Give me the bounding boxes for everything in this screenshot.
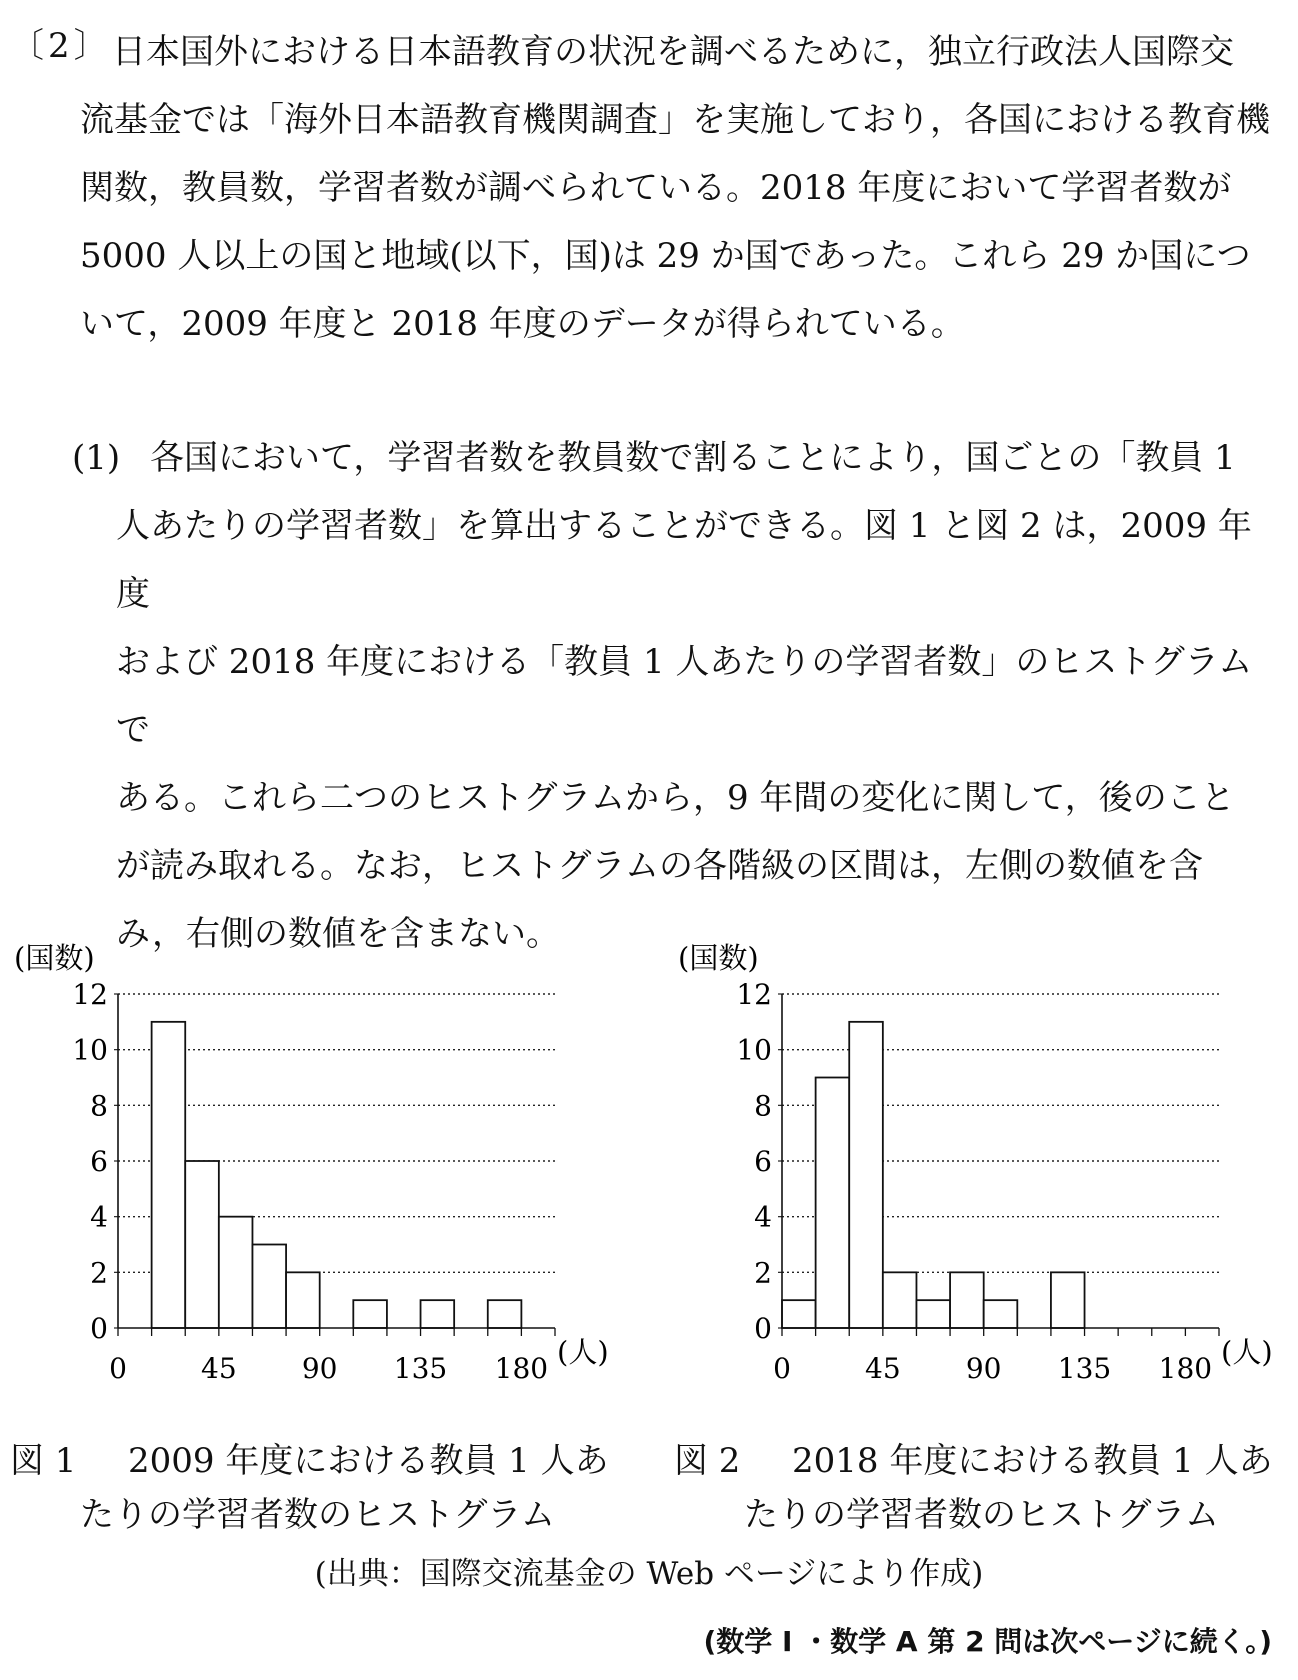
y-tick-label: 4 bbox=[754, 1200, 772, 1234]
y-axis-label: (国数) bbox=[678, 941, 759, 975]
x-axis-label: (人) bbox=[1221, 1335, 1273, 1369]
histogram-bar bbox=[286, 1272, 320, 1328]
histogram-bar bbox=[782, 1300, 816, 1328]
figure-2-caption bbox=[674, 1434, 1274, 1542]
histogram-bar bbox=[883, 1272, 917, 1328]
y-tick-label: 8 bbox=[90, 1089, 108, 1123]
x-tick-label: 90 bbox=[965, 1352, 1002, 1385]
x-tick-label: 45 bbox=[865, 1352, 901, 1385]
y-tick-label: 12 bbox=[736, 978, 772, 1011]
x-tick-label: 135 bbox=[393, 1352, 448, 1385]
y-tick-label: 12 bbox=[72, 978, 108, 1011]
histogram-bar bbox=[849, 1022, 883, 1328]
y-tick-label: 0 bbox=[90, 1312, 108, 1345]
intro-line: いて，2009 年度と 2018 年度のデータが得られている。 bbox=[80, 304, 965, 344]
histogram-2018 bbox=[674, 922, 1274, 1402]
histogram-bar bbox=[152, 1022, 186, 1328]
figure-label: 図 2 bbox=[674, 1441, 741, 1481]
figure-label: 図 1 bbox=[10, 1441, 77, 1481]
y-tick-label: 2 bbox=[90, 1256, 108, 1290]
subquestion-1 bbox=[72, 424, 1276, 968]
x-axis-label: (人) bbox=[557, 1335, 609, 1369]
x-tick-label: 135 bbox=[1057, 1352, 1112, 1385]
histogram-bar bbox=[1051, 1272, 1085, 1328]
y-tick-label: 8 bbox=[754, 1089, 772, 1123]
intro-line: 関数，教員数，学習者数が調べられている。2018 年度において学習者数が bbox=[80, 168, 1232, 208]
x-tick-label: 0 bbox=[109, 1352, 127, 1385]
histogram-bar bbox=[421, 1300, 455, 1328]
subquestion-number: (1) bbox=[72, 438, 121, 478]
histogram-bar bbox=[916, 1300, 950, 1328]
histogram-bar bbox=[950, 1272, 984, 1328]
y-tick-label: 6 bbox=[754, 1145, 772, 1178]
histogram-bar bbox=[353, 1300, 387, 1328]
subquestion-line: み，右側の数値を含まない。 bbox=[116, 914, 561, 954]
intro-line: 流基金では「海外日本語教育機関調査」を実施しており，各国における教育機 bbox=[80, 100, 1270, 140]
figure-1-caption bbox=[10, 1434, 610, 1542]
subquestion-line: が読み取れる。なお，ヒストグラムの各階級の区間は，左側の数値を含 bbox=[116, 846, 1203, 886]
x-tick-label: 90 bbox=[301, 1352, 338, 1385]
y-tick-label: 0 bbox=[754, 1312, 772, 1345]
histogram-bar bbox=[252, 1245, 286, 1329]
histogram-bar bbox=[488, 1300, 522, 1328]
figure-title-cont: たりの学習者数のヒストグラム bbox=[744, 1495, 1219, 1535]
y-axis-label: (国数) bbox=[14, 941, 95, 975]
histogram-bar bbox=[984, 1300, 1018, 1328]
subquestion-line: ある。これら二つのヒストグラムから，9 年間の変化に関して，後のこと bbox=[116, 778, 1235, 818]
histogram-bar bbox=[219, 1217, 253, 1328]
source-note: (出典：国際交流基金の Web ページにより作成) bbox=[314, 1556, 984, 1592]
y-tick-label: 10 bbox=[736, 1033, 772, 1067]
y-tick-label: 2 bbox=[754, 1256, 772, 1290]
figure-title-cont: たりの学習者数のヒストグラム bbox=[80, 1495, 555, 1535]
continue-note: (数学 I ・数学 A 第 2 問は次ページに続く。) bbox=[703, 1625, 1272, 1658]
x-tick-label: 0 bbox=[773, 1352, 791, 1385]
subquestion-line: 人あたりの学習者数」を算出することができる。図 1 と図 2 は，2009 年度 bbox=[116, 506, 1252, 614]
figure-title: 2018 年度における教員 1 人あ bbox=[792, 1441, 1273, 1481]
histogram-bar bbox=[816, 1078, 850, 1329]
subquestion-line: 各国において，学習者数を教員数で割ることにより，国ごとの「教員 1 bbox=[150, 438, 1236, 478]
figure-title: 2009 年度における教員 1 人あ bbox=[128, 1441, 609, 1481]
x-tick-label: 180 bbox=[494, 1352, 549, 1385]
y-tick-label: 10 bbox=[72, 1033, 108, 1067]
problem-number: 〔2〕 bbox=[10, 26, 112, 66]
intro-line: 5000 人以上の国と地域(以下，国)は 29 か国であった。これら 29 か国につ bbox=[80, 236, 1251, 276]
intro-paragraph bbox=[80, 18, 1270, 358]
intro-line: 日本国外における日本語教育の状況を調べるために，独立行政法人国際交 bbox=[112, 32, 1234, 72]
subquestion-line: および 2018 年度における「教員 1 人あたりの学習者数」のヒストグラムで bbox=[116, 642, 1253, 750]
y-tick-label: 6 bbox=[90, 1145, 108, 1178]
y-tick-label: 4 bbox=[90, 1200, 108, 1234]
histogram-bar bbox=[185, 1161, 219, 1328]
x-tick-label: 180 bbox=[1158, 1352, 1213, 1385]
x-tick-label: 45 bbox=[201, 1352, 237, 1385]
histogram-2009 bbox=[10, 922, 610, 1402]
